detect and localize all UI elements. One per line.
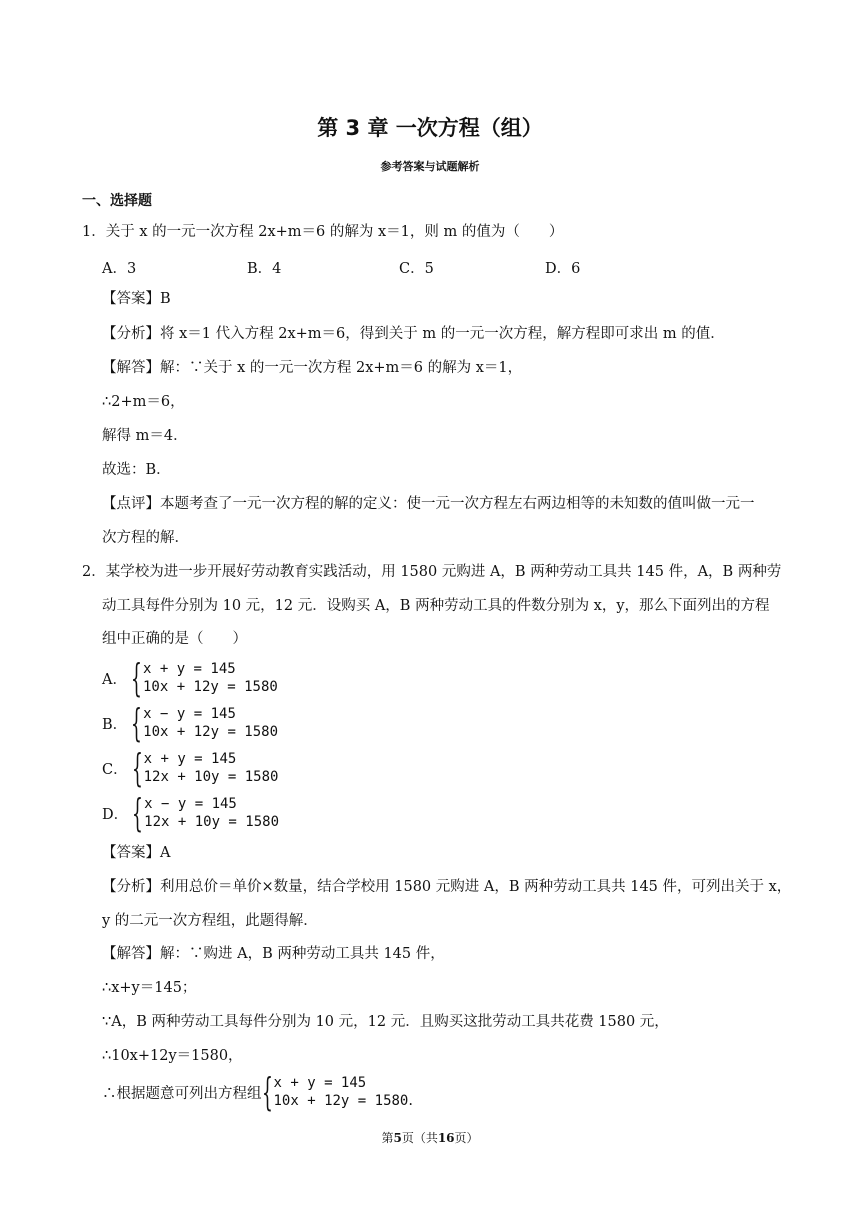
brace-icon: { xyxy=(131,746,143,790)
equation: 12x + 10y = 1580 xyxy=(143,769,279,785)
q1-comment: 【点评】本题考查了一元一次方程的解的定义：使一元一次方程左右两边相等的未知数的值叫做一元一 xyxy=(102,496,755,512)
footer-suffix: 页） xyxy=(454,1131,479,1145)
q2-solution-line: ∴x+y＝145； xyxy=(102,980,197,996)
q2-analysis: y 的二元一次方程组，此题得解． xyxy=(102,913,318,929)
equation: x − y = 145 xyxy=(144,796,237,812)
q1-solution-line: 故选：B． xyxy=(102,462,171,478)
q2-option-a xyxy=(102,656,278,700)
page-total: 16 xyxy=(437,1131,455,1145)
brace-icon: { xyxy=(261,1070,273,1114)
q1-option-b: B．4 xyxy=(247,261,282,277)
footer-middle: 页（共 xyxy=(401,1131,438,1145)
q1-solution-line: ∴2+m＝6， xyxy=(102,394,185,410)
option-label: C． xyxy=(102,761,128,778)
equation: x + y = 145 xyxy=(273,1075,367,1091)
q1-option-d: D．6 xyxy=(545,261,581,277)
q2-final-system xyxy=(102,1070,413,1114)
q2-option-b xyxy=(102,701,279,745)
page-number: 5 xyxy=(393,1131,402,1145)
q1-solution-line: 【解答】解：∵关于 x 的一元一次方程 2x+m＝6 的解为 x＝1， xyxy=(102,360,523,376)
equation: 10x + 12y = 1580 xyxy=(142,679,278,695)
q2-analysis: 【分析】利用总价＝单价×数量，结合学校用 1580 元购进 A，B 两种劳动工具共 145 件，可列出关于 x， xyxy=(102,879,792,895)
q2-question: 2．某学校为进一步开展好劳动教育实践活动，用 1580 元购进 A，B 两种劳动工具共 145 件，A，B 两种劳 xyxy=(82,564,782,580)
q1-solution-line: 解得 m＝4． xyxy=(102,428,188,444)
q1-answer: 【答案】B xyxy=(102,291,171,307)
option-label: A． xyxy=(102,671,127,688)
q2-option-d xyxy=(102,791,279,835)
q1-option-a: A．3 xyxy=(102,261,137,277)
q2-option-c xyxy=(102,746,279,790)
q1-option-c: C．5 xyxy=(399,261,434,277)
brace-icon: { xyxy=(130,656,142,700)
q2-question: 组中正确的是（ ） xyxy=(102,631,247,647)
equation: x + y = 145 xyxy=(143,751,237,767)
footer-prefix: 第 xyxy=(381,1131,394,1145)
option-label: D． xyxy=(102,806,129,823)
q2-solution-line: 【解答】解：∵购进 A，B 两种劳动工具共 145 件， xyxy=(102,946,445,962)
q2-answer: 【答案】A xyxy=(102,845,171,861)
q2-solution-line: ∵A，B 两种劳动工具每件分别为 10 元，12 元．且购买这批劳动工具共花费 1580 元， xyxy=(102,1014,669,1030)
equation: x − y = 145 xyxy=(143,706,236,722)
equation: 10x + 12y = 1580 xyxy=(273,1093,409,1109)
q1-question: 1．关于 x 的一元一次方程 2x+m＝6 的解为 x＝1，则 m 的值为（ ） xyxy=(82,224,564,240)
equation: x + y = 145 xyxy=(142,661,236,677)
brace-icon: { xyxy=(132,791,144,835)
brace-icon: { xyxy=(131,701,143,745)
equation: 10x + 12y = 1580 xyxy=(143,724,279,740)
final-prefix: ∴根据题意可列出方程组 xyxy=(102,1085,262,1102)
option-label: B． xyxy=(102,716,128,733)
page-subtitle: 参考答案与试题解析 xyxy=(380,160,480,173)
q1-comment: 次方程的解． xyxy=(102,530,189,546)
q2-question: 动工具每件分别为 10 元，12 元．设购买 A，B 两种劳动工具的件数分别为 x，y，那么下面列出的方程 xyxy=(102,598,770,614)
equation: 12x + 10y = 1580 xyxy=(144,814,279,830)
q1-analysis: 【分析】将 x＝1 代入方程 2x+m＝6，得到关于 m 的一元一次方程，解方程即可求出 m 的值． xyxy=(102,326,725,342)
final-suffix: . xyxy=(408,1093,413,1109)
section-heading: 一、选择题 xyxy=(82,193,152,209)
page-footer xyxy=(0,1129,860,1146)
q2-solution-line: ∴10x+12y＝1580， xyxy=(102,1048,243,1064)
page-title: 第 3 章 一次方程（组） xyxy=(317,116,543,140)
